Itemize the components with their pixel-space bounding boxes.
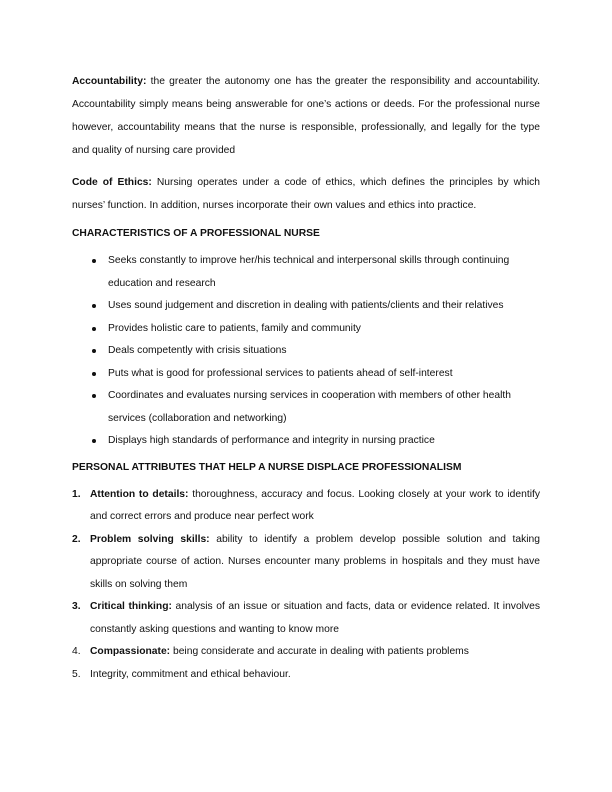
item-term: Critical thinking: (90, 601, 172, 612)
characteristics-heading: CHARACTERISTICS OF A PROFESSIONAL NURSE (72, 228, 320, 239)
item-term: Attention to details: (90, 488, 189, 500)
list-item: Displays high standards of performance and integrity in nursing practice (108, 430, 540, 453)
accountability-text: the greater the autonomy one has the greater the responsibility and accountability. Accountability simply means being answerable for one’s actions or deeds. For the professional nurse however, accountability means that the nurse is responsible, professionally, and legally for the type and quality of nursing care provided (72, 76, 540, 156)
item-text: thoroughness, accuracy and focus. Looking closely at your work to identify and correct errors and produce near perfect work (90, 488, 541, 522)
attributes-heading: PERSONAL ATTRIBUTES THAT HELP A NURSE DISPLACE PROFESSIONALISM (72, 461, 462, 473)
item-text: analysis of an issue or situation and facts, data or evidence related. It involves constantly asking questions and wanting to know more (90, 601, 540, 635)
item-number: 1. (72, 488, 81, 500)
list-item (72, 641, 540, 664)
attributes-list (72, 484, 540, 687)
accountability-term: Accountability: (72, 76, 147, 87)
list-item: Coordinates and evaluates nursing services in cooperation with members of other health services (collaboration and networking) (108, 385, 540, 430)
item-number: 5. (72, 668, 81, 680)
code-of-ethics-text: Nursing operates under a code of ethics, which defines the principles by which nurses’ function. In addition, nurses incorporate their own values and ethics into practice. (72, 177, 540, 211)
list-item: Uses sound judgement and discretion in dealing with patients/clients and their relatives (108, 295, 540, 318)
list-item (72, 664, 540, 687)
list-item: Deals competently with crisis situations (108, 340, 540, 363)
list-item (72, 529, 540, 597)
item-text: ability to identify a problem develop possible solution and taking appropriate course of action. Nurses encounter many problems in hospitals and they must have skills on solving them (90, 533, 540, 590)
code-of-ethics-paragraph (72, 171, 540, 217)
document-page (72, 70, 540, 686)
item-term: Compassionate: (90, 646, 171, 657)
item-number: 3. (72, 601, 81, 612)
list-item: Provides holistic care to patients, family and community (108, 318, 540, 341)
list-item: Seeks constantly to improve her/his technical and interpersonal skills through continuing education and research (108, 250, 540, 295)
list-item (72, 596, 540, 641)
list-item (72, 484, 541, 529)
item-number: 4. (72, 646, 81, 657)
accountability-paragraph (72, 70, 540, 162)
item-text: being considerate and accurate in dealing with patients problems (170, 646, 469, 657)
item-number: 2. (72, 533, 81, 545)
characteristics-list (72, 250, 540, 453)
list-item: Puts what is good for professional services to patients ahead of self-interest (108, 363, 540, 386)
code-of-ethics-term: Code of Ethics: (72, 177, 152, 188)
item-text: Integrity, commitment and ethical behaviour. (90, 668, 291, 680)
item-term: Problem solving skills: (90, 533, 210, 545)
